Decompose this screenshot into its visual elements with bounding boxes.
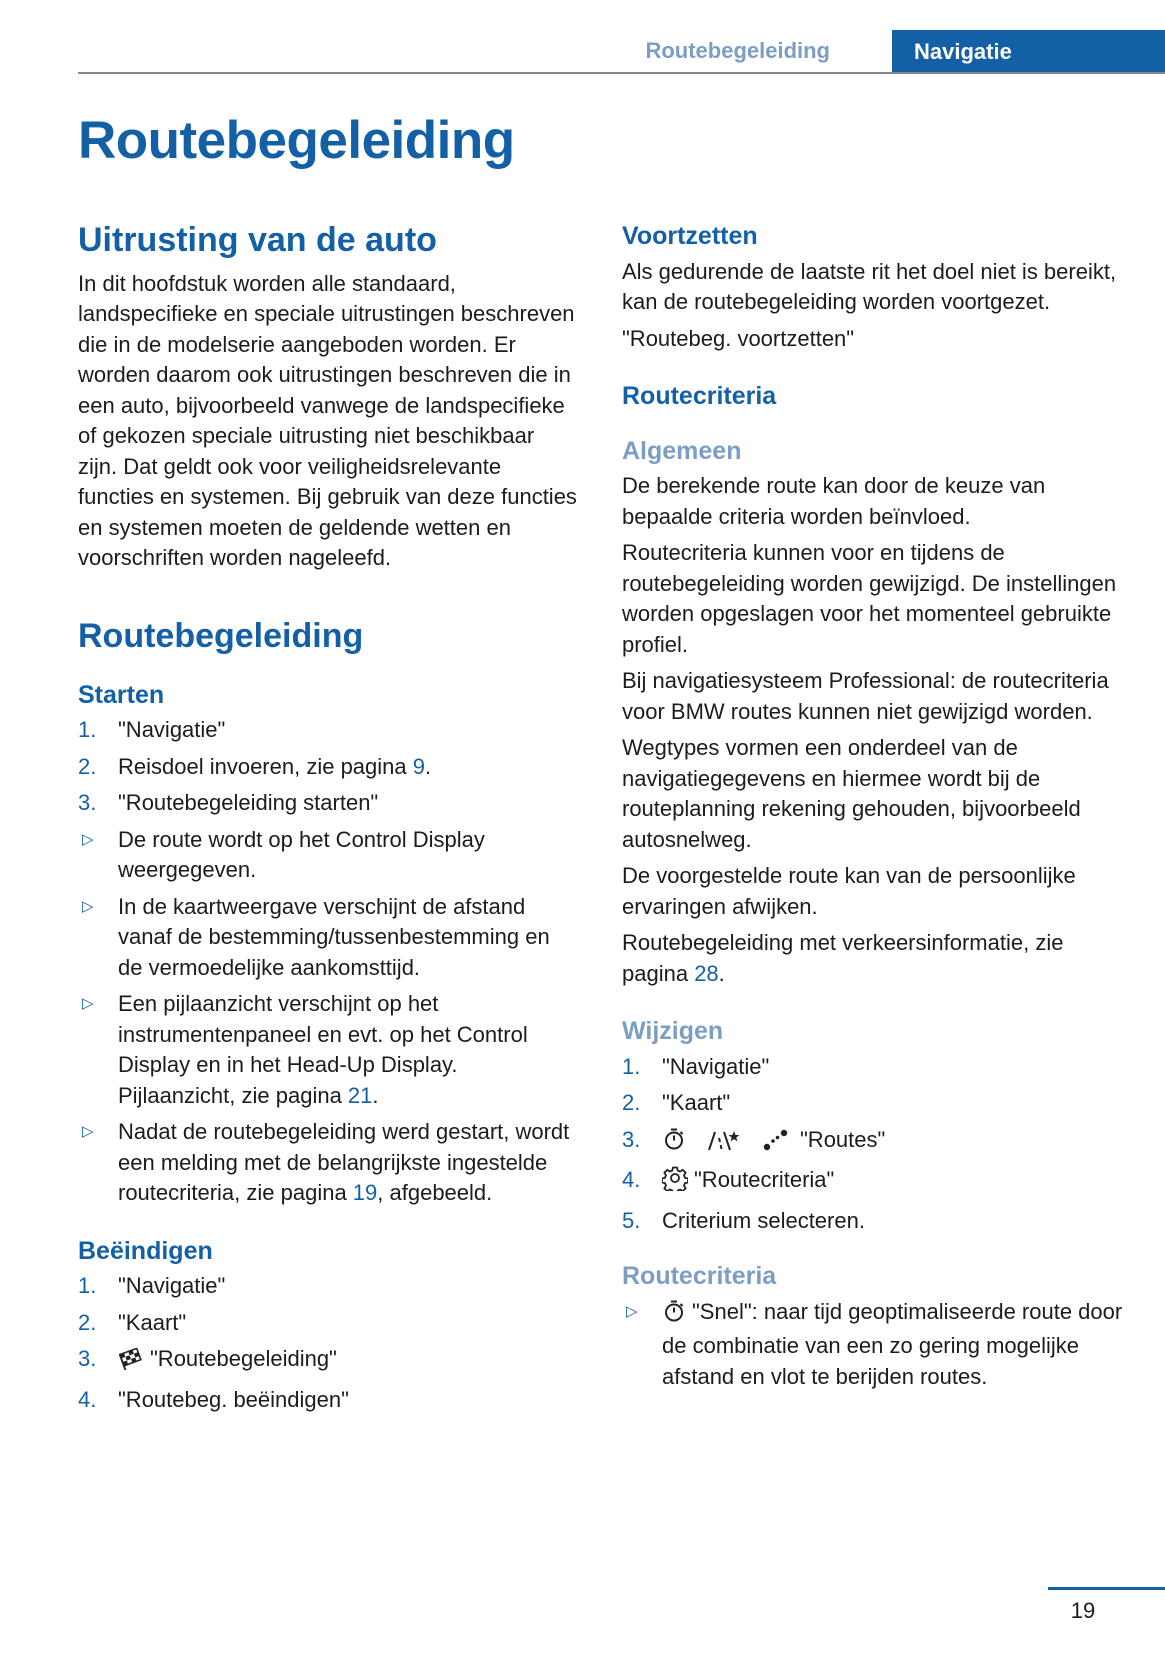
gear-icon [662, 1165, 688, 1200]
beeindigen-steps [78, 1271, 578, 1415]
stopwatch-icon [662, 1127, 686, 1160]
footer-rule [1048, 1587, 1165, 1590]
step-text: "Navigatie" [118, 1273, 226, 1299]
bullet-text: In de kaartweergave verschijnt de afstand vanaf de bestemming/tussenbestemming en de vermoedelijke aankomsttijd. [118, 893, 550, 980]
header-rule [78, 72, 1165, 74]
voortzetten-menu: "Routebeg. voortzetten" [622, 325, 855, 351]
list-item [78, 715, 578, 746]
step-number: 2. [78, 753, 97, 779]
p6-after: . [718, 960, 725, 986]
bullet-item [622, 1297, 1127, 1393]
heading-wijzigen: Wijzigen [622, 1017, 724, 1045]
header-section-tab: Navigatie [892, 30, 1165, 74]
list-item [622, 1125, 1127, 1160]
algemeen-p3: Bij navigatiesysteem Professional: de routecriteria voor BMW routes kunnen niet gewijzigd worden. [622, 668, 1109, 724]
step-number: 2. [622, 1090, 641, 1115]
step-number: 4. [78, 1386, 97, 1412]
step-text-after: . [425, 753, 432, 779]
bullet-text: Een pijlaanzicht verschijnt op het instrumentenpaneel en evt. op het Control Display en in het Head-Up Display. Pijlaanzicht, zie pagina [118, 991, 528, 1108]
step-text: "Navigatie" [662, 1053, 770, 1079]
heading-voortzetten: Voortzetten [622, 222, 758, 250]
bullet-text: De route wordt op het Control Display weergegeven. [118, 826, 485, 883]
list-item [78, 1308, 578, 1339]
page-link[interactable]: 19 [352, 1180, 378, 1206]
voortzetten-text: Als gedurende de laatste rit het doel niet is bereikt, kan de routebegeleiding worden voortgezet. [622, 258, 1117, 314]
list-item [78, 1385, 578, 1416]
step-number: 1. [78, 1273, 97, 1299]
list-item [622, 1088, 1127, 1119]
heading-uitrusting: Uitrusting van de auto [78, 221, 437, 259]
step-text: "Navigatie" [118, 717, 226, 743]
heading-algemeen: Algemeen [622, 436, 742, 465]
bullet-text-after: . [372, 1082, 379, 1108]
bullet-text-after: , afgebeeld. [377, 1180, 493, 1206]
step-number: 4. [622, 1167, 641, 1192]
p6-text: Routebegeleiding met verkeersinformatie, zie pagina [622, 930, 1064, 986]
heading-starten: Starten [78, 680, 165, 709]
triangle-bullet-icon: ▷ [82, 995, 94, 1013]
list-item [622, 1052, 1127, 1083]
algemeen-p2: Routecriteria kunnen voor en tijdens de routebegeleiding worden gewijzigd. De instellingen worden opgeslagen voor het momenteel gebruikte profiel. [622, 540, 1117, 657]
algemeen-p4: Wegtypes vormen een onderdeel van de navigatiegegevens en hiermee wordt bij de routeplanning rekening gehouden, bijvoorbeeld autosnelweg. [622, 735, 1081, 852]
bullet-item [78, 825, 578, 886]
page-number: 19 [1070, 1598, 1096, 1623]
heading-beeindigen: Beëindigen [78, 1236, 213, 1265]
bullet-text: Nadat de routebegeleiding werd gestart, wordt een melding met de belangrijkste ingestelde routecriteria, zie pagina [118, 1119, 570, 1206]
step-text: "Routebegeleiding" [150, 1346, 337, 1372]
starten-bullets [78, 825, 578, 1209]
list-item [78, 1344, 578, 1379]
bullet-item [78, 989, 578, 1111]
bullet-text: "Snel": naar tijd geoptimaliseerde route door de combinatie van een zo gering mogelijke afstand en vlot te berijden routes. [662, 1298, 1123, 1389]
heading-routecriteria-sub: Routecriteria [622, 1262, 777, 1290]
algemeen-p1: De berekende route kan door de keuze van bepaalde criteria worden beïnvloed. [622, 473, 1046, 529]
page-title: Routebegeleiding [78, 111, 515, 170]
step-number: 3. [78, 1346, 97, 1372]
triangle-bullet-icon: ▷ [626, 1302, 638, 1320]
step-number: 3. [78, 790, 97, 816]
triangle-bullet-icon: ▷ [82, 1123, 94, 1141]
step-number: 3. [622, 1126, 641, 1152]
step-number: 1. [622, 1053, 641, 1079]
bullet-item [78, 1117, 578, 1209]
step-text: "Routecriteria" [694, 1167, 835, 1192]
right-column [622, 220, 1127, 1392]
algemeen-p5: De voorgestelde route kan van de persoonlijke ervaringen afwijken. [622, 863, 1076, 919]
step-number: 1. [78, 717, 97, 743]
list-item [622, 1206, 1127, 1237]
checkered-flag-icon [118, 1348, 144, 1379]
algemeen-p6 [622, 928, 1127, 989]
step-text: "Routes" [800, 1126, 886, 1152]
bullet-item [78, 892, 578, 984]
step-text: "Routebegeleiding starten" [118, 790, 379, 816]
step-text: Reisdoel invoeren, zie pagina [118, 753, 413, 779]
uitrusting-text: In dit hoofdstuk worden alle standaard, landspecifieke en speciale uitrustingen beschreven die in de modelserie aangeboden worden. Er worden daarom ook uitrustingen beschreven die in een auto, bijvoorbeeld vanwege de landspecifieke of gekozen speciale uitrusting niet beschikbaar zijn. Dat geldt ook voor veiligheidsrelevante functies en systemen. Bij gebruik van deze functies en systemen moeten de geldende wetten en voorschriften worden nageleefd. [78, 270, 577, 571]
header-breadcrumb: Routebegeleiding [645, 38, 830, 63]
list-item [78, 752, 578, 783]
step-text: "Kaart" [662, 1090, 731, 1115]
wijzigen-steps [622, 1052, 1127, 1237]
road-star-icon [706, 1129, 742, 1160]
step-text: "Kaart" [118, 1309, 187, 1335]
list-item [622, 1165, 1127, 1200]
step-text: Criterium selecteren. [662, 1207, 865, 1233]
route-points-icon [762, 1129, 790, 1160]
step-number: 5. [622, 1207, 641, 1233]
page-link[interactable]: 9 [412, 753, 425, 779]
heading-routebegeleiding: Routebegeleiding [78, 616, 364, 655]
step-number: 2. [78, 1309, 97, 1335]
page-link[interactable]: 21 [347, 1082, 373, 1108]
page-link[interactable]: 28 [694, 960, 719, 986]
step-text: "Routebeg. beëindigen" [118, 1386, 349, 1412]
triangle-bullet-icon: ▷ [82, 830, 94, 848]
list-item [78, 1271, 578, 1302]
routecriteria-bullets [622, 1297, 1127, 1393]
triangle-bullet-icon: ▷ [82, 897, 94, 915]
list-item [78, 788, 578, 819]
left-column [78, 220, 578, 1421]
heading-routecriteria: Routecriteria [622, 382, 777, 410]
stopwatch-icon [662, 1299, 686, 1332]
starten-steps [78, 715, 578, 819]
